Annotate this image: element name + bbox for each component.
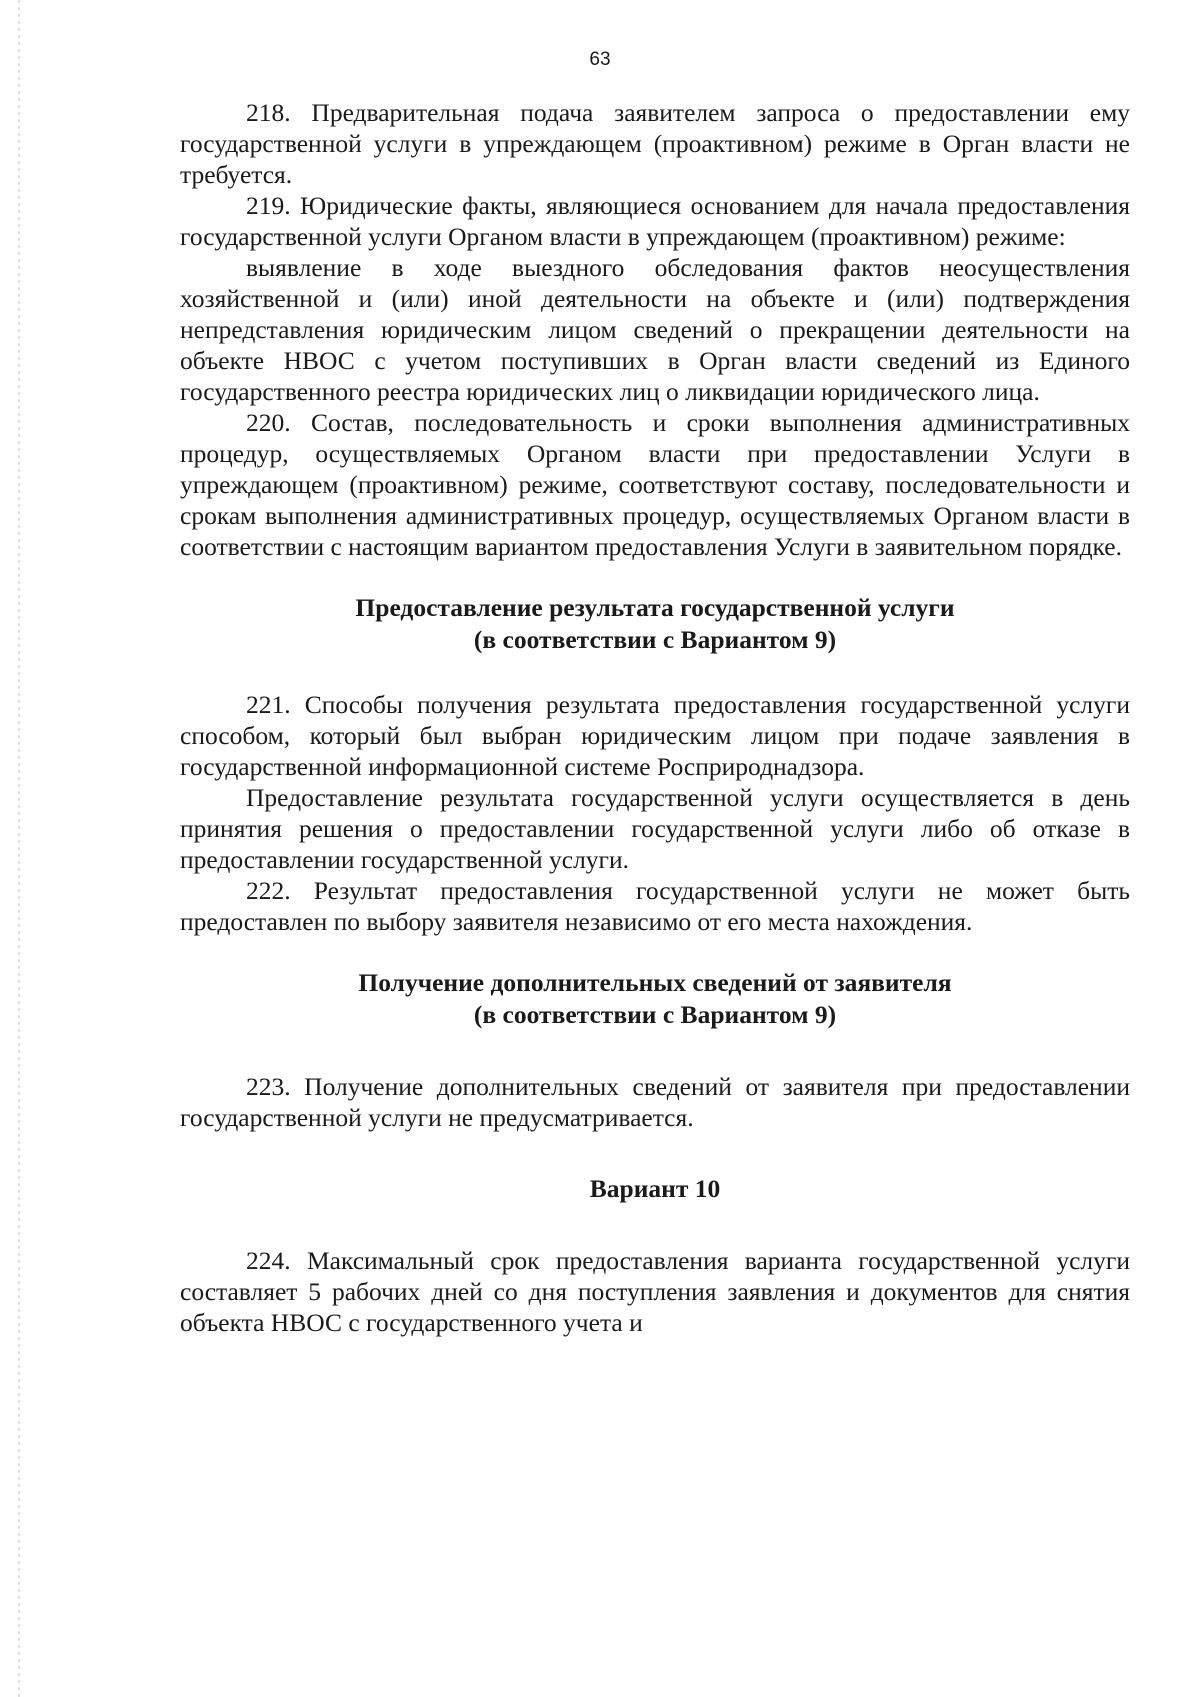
page-number: 63 bbox=[589, 49, 611, 70]
paragraph-221-detail: Предоставление результата государственной услуги осуществляется в день принятия решения о предоставлении государственной услуги либо об отказе в предоставлении государственной услуги. bbox=[180, 783, 1130, 874]
heading-line: Получение дополнительных сведений от заявителя bbox=[358, 968, 952, 997]
paragraph-218: 218. Предварительная подача заявителем запроса о предоставлении ему государственной услуги в упреждающем (проактивном) режиме в Орган власти не требуется. bbox=[180, 98, 1130, 189]
heading-line: (в соответствии с Вариантом 9) bbox=[473, 625, 837, 654]
scan-edge-decoration bbox=[18, 0, 20, 1697]
paragraph-221: 221. Способы получения результата предоставления государственной услуги способом, который был выбран юридическим лицом при подаче заявления в государственной информационной системе Росприроднадзора. bbox=[180, 690, 1130, 781]
heading-line: Вариант 10 bbox=[589, 1174, 721, 1203]
section-heading-result bbox=[180, 592, 1130, 656]
paragraph-219: 219. Юридические факты, являющиеся основанием для начала предоставления государственной услуги Органом власти в упреждающем (проактивном) режиме: bbox=[180, 191, 1130, 251]
section-heading-variant-10 bbox=[180, 1173, 1130, 1205]
paragraph-223: 223. Получение дополнительных сведений от заявителя при предоставлении государственной услуги не предусматривается. bbox=[180, 1072, 1130, 1132]
heading-line: Предоставление результата государственной услуги bbox=[355, 593, 955, 622]
section-heading-additional-info bbox=[180, 967, 1130, 1031]
paragraph-222: 222. Результат предоставления государственной услуги не может быть предоставлен по выбору заявителя независимо от его места нахождения. bbox=[180, 876, 1130, 936]
heading-line: (в соответствии с Вариантом 9) bbox=[473, 1000, 837, 1029]
document-body bbox=[180, 97, 1130, 1338]
paragraph-220: 220. Состав, последовательность и сроки выполнения административных процедур, осуществляемых Органом власти при предоставлении Услуги в упреждающем (проактивном) режиме, соответствуют составу, последовательности и срокам выполнения административных процедур, осуществляемых Органом власти в соответствии с настоящим вариантом предоставления Услуги в заявительном порядке. bbox=[180, 408, 1130, 561]
paragraph-224: 224. Максимальный срок предоставления варианта государственной услуги составляет 5 рабочих дней со дня поступления заявления и документов для снятия объекта НВОС с государственного учета и bbox=[180, 1246, 1130, 1337]
paragraph-219-detail: выявление в ходе выездного обследования фактов неосуществления хозяйственной и (или) иной деятельности на объекте и (или) подтверждения непредставления юридическим лицом сведений о прекращении деятельности на объекте НВОС с учетом поступивших в Орган власти сведений из Единого государственного реестра юридических лиц о ликвидации юридического лица. bbox=[180, 253, 1130, 406]
